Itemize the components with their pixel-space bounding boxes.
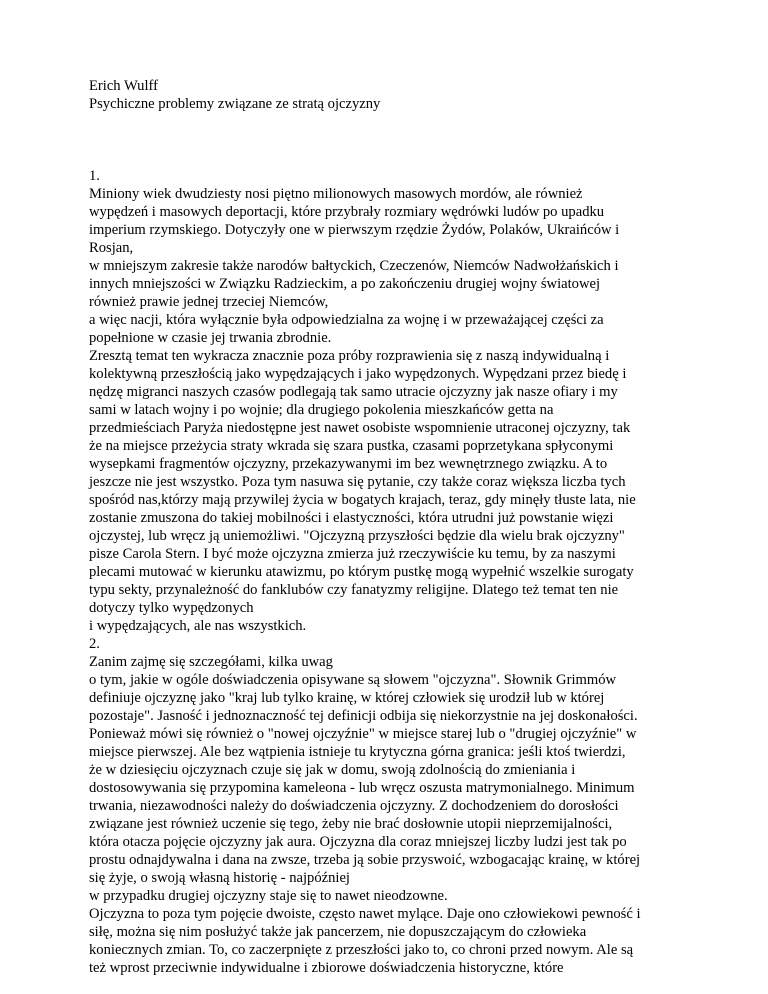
text-line: w przypadku drugiej ojczyzny staje się to nawet nieodzowne. [89,888,448,904]
text-line: dostosowywania się przypomina kameleona - lub wręcz oszusta matrymonialnego. Minimum [89,780,635,796]
text-line: imperium rzymskiego. Dotyczyły one w pierwszym rzędzie Żydów, Polaków, Ukraińców i [89,222,620,238]
spacer [89,113,689,167]
text-line: innych mniejszości w Związku Radzieckim, a po zakończeniu drugiej wojny światowej [89,276,601,292]
text-line: koniecznych zmian. To, co zaczerpnięte z przeszłości jako to, co chroni przed nowym. Ale są [89,942,634,958]
text-line: jeszcze nie jest wszystko. Poza tym nasuwa się pytanie, czy także coraz większa liczba tych [89,474,626,490]
text-line: a więc nacji, która wyłącznie była odpowiedzialna za wojnę i w przeważającej części za [89,312,604,328]
text-line: Rosjan, [89,240,134,256]
text-line: Zanim zajmę się szczegółami, kilka uwag [89,654,333,670]
text-line: typu sekty, przynależność do fanklubów czy fanatyzmy religijne. Dlatego też temat ten nie [89,582,619,598]
text-line: wysepkami fragmentów ojczyzny, przekazywanymi im bez wewnętrznego związku. A to [89,456,608,472]
text-line: pozostaje". Jasność i jednoznaczność tej definicji odbija się niekorzystnie na jej doskonałości. [89,708,638,724]
text-line: Miniony wiek dwudziesty nosi piętno milionowych masowych mordów, ale również [89,186,583,202]
text-line: sami w latach wojny i po wojnie; dla drugiego pokolenia mieszkańców getta na [89,402,554,418]
text-line: popełnione w czasie jej trwania zbrodnie. [89,330,332,346]
text-line: zostanie zmuszona do takiej mobilności i elastyczności, która utrudni już powstanie więzi [89,510,614,526]
text-line: i wypędzających, ale nas wszystkich. [89,618,307,634]
text-line: pisze Carola Stern. I być może ojczyzna zmierza już rzeczywiście ku temu, by za naszymi [89,546,616,562]
text-line: w mniejszym zakresie także narodów bałtyckich, Czeczenów, Niemców Nadwołżańskich i [89,258,619,274]
text-line: związane jest również uczenie się tego, żeby nie brać dosłownie utopii nieprzemijalności, [89,816,613,832]
text-line: ojczystej, lub wręcz ją uniemożliwi. "Ojczyzną przyszłości będzie dla wielu brak ojczyzny" [89,528,625,544]
text-line: 2. [89,636,100,652]
text-line: plecami mutować w kierunku atawizmu, po którym pustkę mogą wypełnić wszelkie surogaty [89,564,634,580]
text-line: Zresztą temat ten wykracza znacznie poza próby rozprawienia się z naszą indywidualną i [89,348,610,364]
text-line: przedmieściach Paryża niedostępne jest nawet osobiste wspomnienie utraconej ojczyzny, tak [89,420,631,436]
text-line: Ponieważ mówi się również o "nowej ojczyźnie" w miejsce starej lub o "drugiej ojczyźnie" w [89,726,637,742]
text-line: miejsce pierwszej. Ale bez wątpienia istnieje tu krytyczna górna granica: jeśli ktoś twierdzi, [89,744,626,760]
text-line: spośród nas,którzy mają przywilej życia w bogatych krajach, teraz, gdy minęły tłuste lata, nie [89,492,636,508]
author-name: Erich Wulff [89,78,158,94]
text-line: która otacza pojęcie ojczyzny jak aura. Ojczyzna dla coraz mniejszej liczby ludzi jest tak po [89,834,627,850]
text-line: też wprost przeciwnie indywidualne i zbiorowe doświadczenia historyczne, które [89,960,564,976]
text-line: wypędzeń i masowych deportacji, które przybrały rozmiary wędrówki ludów po upadku [89,204,605,220]
text-line: nędzę migranci naszych czasów podlegają tak samo utracie ojczyzny jak nasze ofiary i my [89,384,618,400]
text-line: się żyje, o swoją własną historię - najpóźniej [89,870,350,886]
text-line: Ojczyzna to poza tym pojęcie dwoiste, często nawet mylące. Daje ono człowiekowi pewność i [89,906,641,922]
text-line: trwania, niezawodności należy do doświadczenia ojczyzny. Z dochodzeniem do dorosłości [89,798,619,814]
text-line: że na miejsce przeżycia straty wkrada się szara pustka, czasami poprzetykana spłyconymi [89,438,614,454]
text-line: kolektywną przeszłością jako wypędzających i jako wypędzonych. Wypędzani przez biedę i [89,366,627,382]
text-line: siłę, można się nim posłużyć także jak pancerzem, nie dopuszczającym do człowieka [89,924,587,940]
document-title: Psychiczne problemy związane ze stratą ojczyzny [89,96,381,112]
text-line: że w dziesięciu ojczyznach czuje się jak w domu, swoją zdolnością do zmieniania i [89,762,576,778]
document-text [89,77,689,977]
text-line: również prawie jednej trzeciej Niemców, [89,294,329,310]
text-line: dotyczy tylko wypędzonych [89,600,254,616]
text-line: prostu odnajdywalna i dana na zwsze, trzeba ją sobie przyswoić, wzbogacając krainę, w której [89,852,641,868]
text-line: 1. [89,168,100,184]
text-line: o tym, jakie w ogóle doświadczenia opisywane są słowem "ojczyzna". Słownik Grimmów [89,672,617,688]
text-line: definiuje ojczyznę jako "kraj lub tylko krainę, w której człowiek się urodził lub w której [89,690,605,706]
body-text [89,167,689,977]
